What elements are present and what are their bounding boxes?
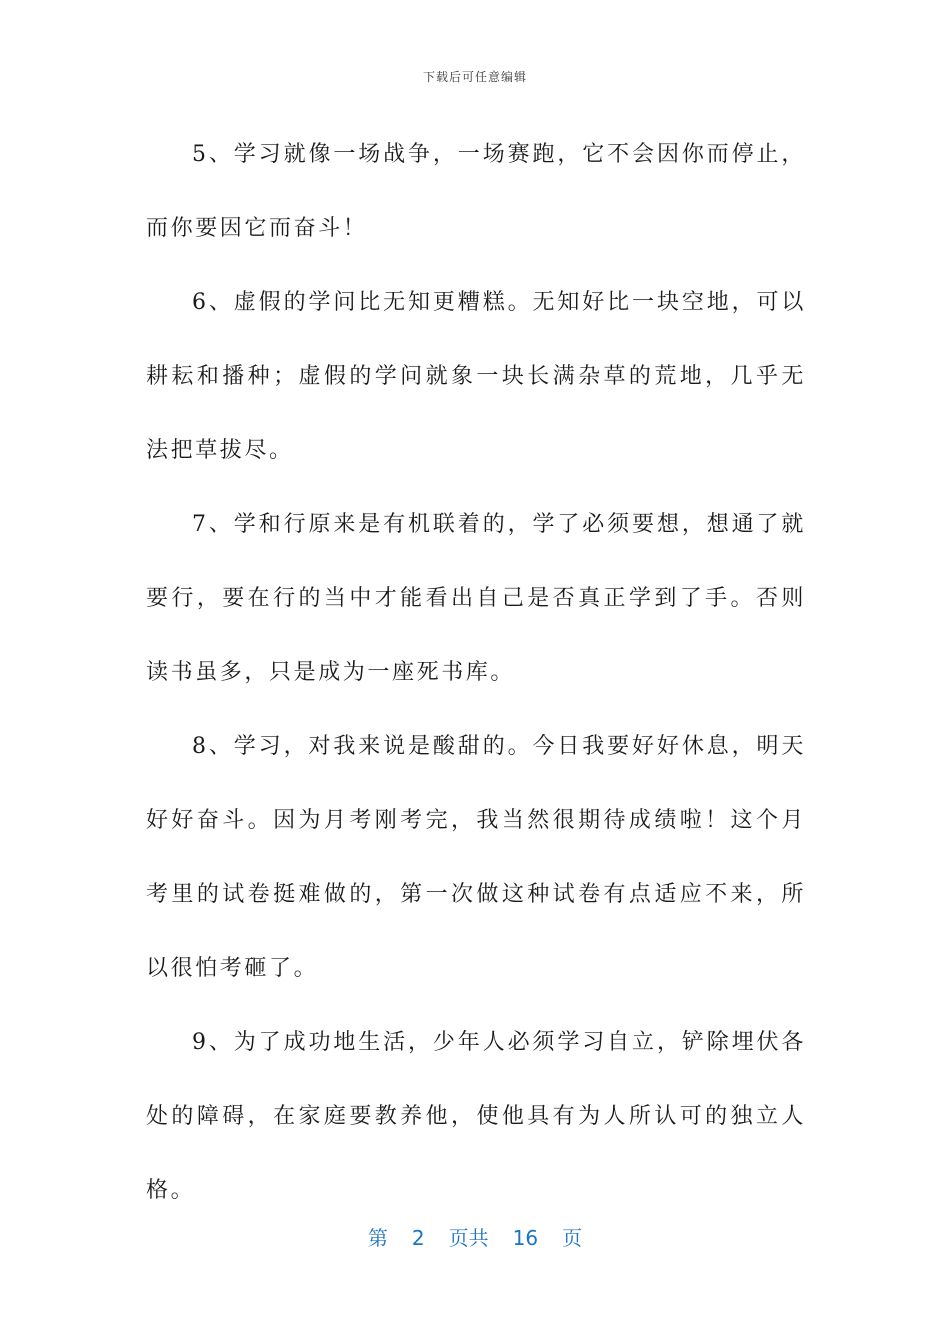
footer-total-pages: 16 xyxy=(512,1226,539,1250)
paragraph-7: 7、学和行原来是有机联着的，学了必须要想，想通了就要行，要在行的当中才能看出自己是否真正学到了手。否则读书虽多，只是成为一座死书库。 xyxy=(146,512,806,685)
paragraph-6: 6、虚假的学问比无知更糟糕。无知好比一块空地，可以耕耘和播种；虚假的学问就象一块长满杂草的荒地，几乎无法把草拔尽。 xyxy=(146,290,806,463)
document-body xyxy=(146,118,806,1228)
footer-middle: 页共 xyxy=(448,1226,489,1250)
paragraph-9: 9、为了成功地生活，少年人必须学习自立，铲除埋伏各处的障碍，在家庭要教养他，使他具有为人所认可的独立人格。 xyxy=(146,1030,806,1203)
footer-prefix: 第 xyxy=(367,1226,388,1250)
page-footer xyxy=(0,1222,950,1251)
footer-suffix: 页 xyxy=(562,1226,583,1250)
page-header-note: 下载后可任意编辑 xyxy=(422,70,527,84)
paragraph-5: 5、学习就像一场战争，一场赛跑，它不会因你而停止，而你要因它而奋斗！ xyxy=(146,142,806,241)
footer-current-page: 2 xyxy=(411,1226,425,1250)
paragraph-8: 8、学习，对我来说是酸甜的。今日我要好好休息，明天好好奋斗。因为月考刚考完，我当然很期待成绩啦！这个月考里的试卷挺难做的，第一次做这种试卷有点适应不来，所以很怕考砸了。 xyxy=(146,734,806,981)
